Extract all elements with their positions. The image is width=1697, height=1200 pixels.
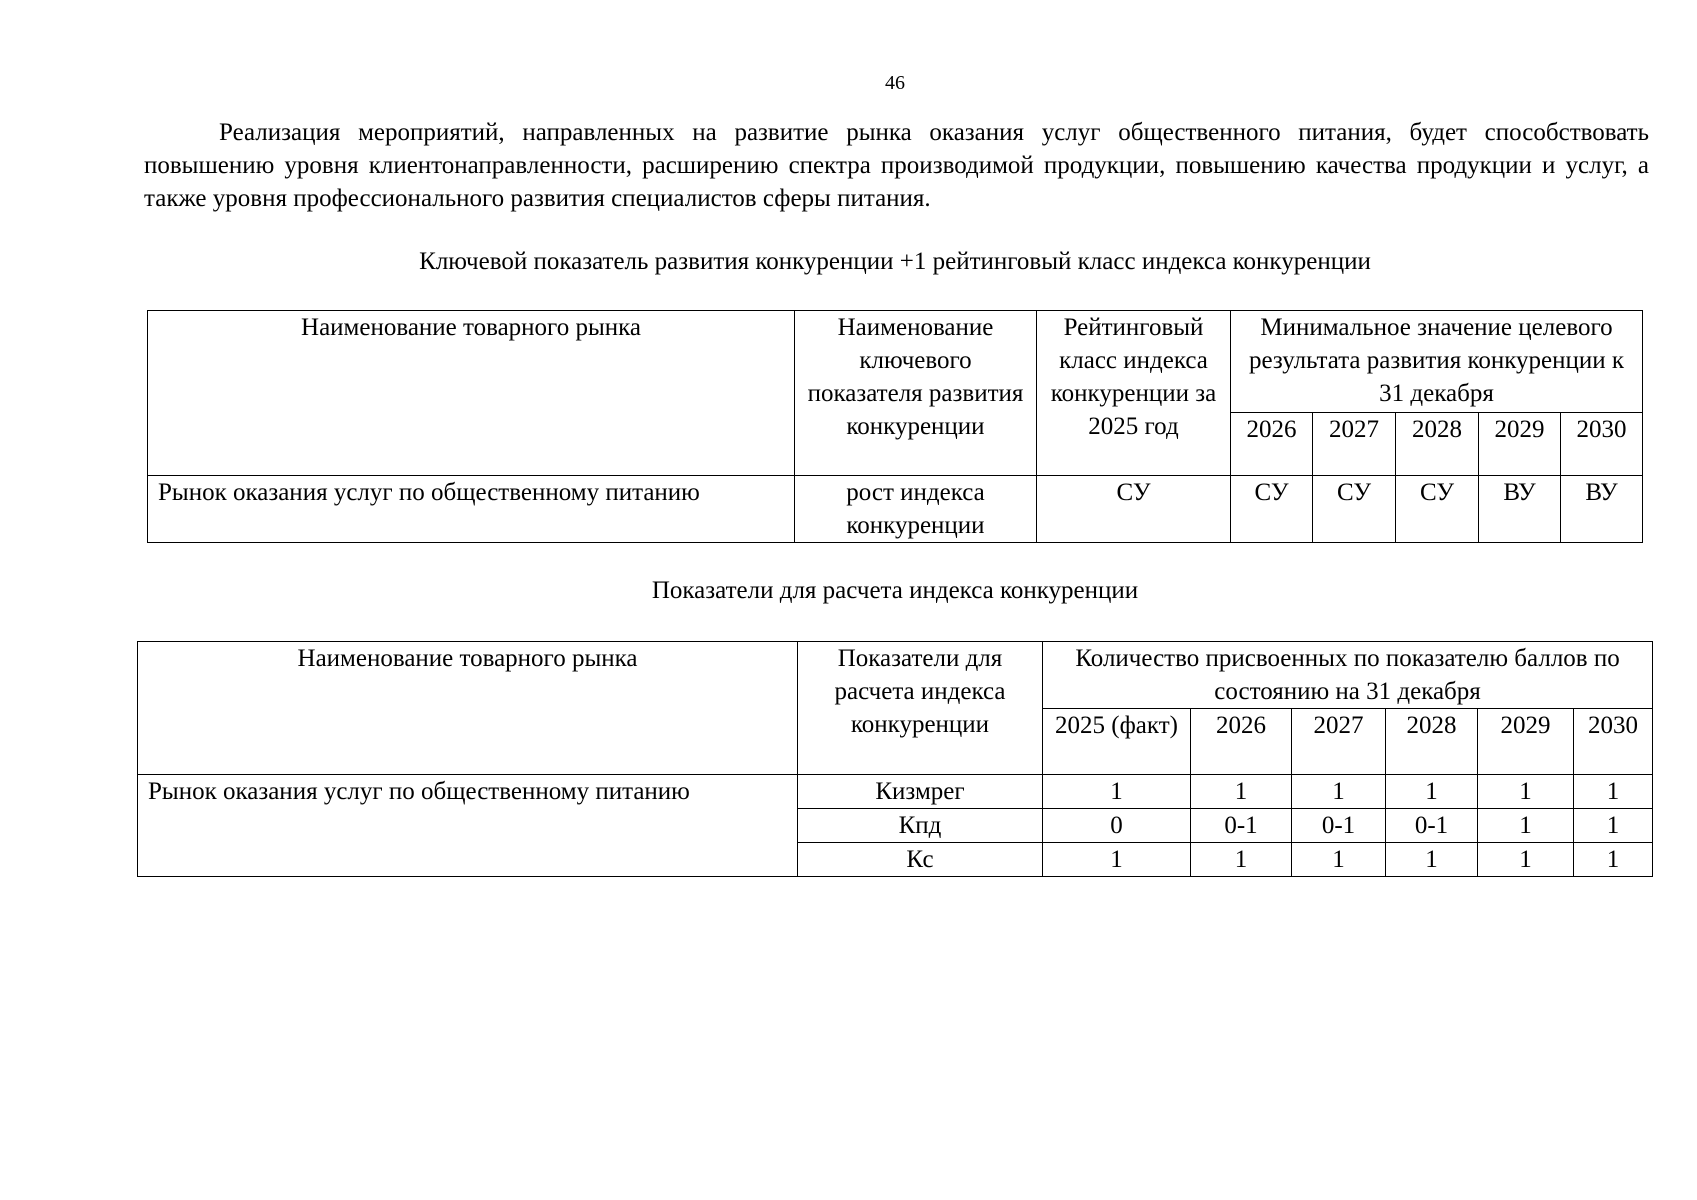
value-cell: 0-1 xyxy=(1292,809,1386,843)
calc-indicators-caption: Показатели для расчета индекса конкуренции xyxy=(651,577,1139,604)
market-name-cell: Рынок оказания услуг по общественному питанию xyxy=(138,775,798,877)
value-cell: 1 xyxy=(1386,843,1478,877)
header-year: 2030 xyxy=(1574,709,1653,775)
value-cell: ВУ xyxy=(1479,476,1561,543)
header-market: Наименование товарного рынка xyxy=(148,311,795,476)
value-cell: 1 xyxy=(1386,775,1478,809)
value-cell: 1 xyxy=(1043,775,1191,809)
value-cell: 1 xyxy=(1478,809,1574,843)
value-cell: 1 xyxy=(1191,775,1292,809)
value-cell: СУ xyxy=(1396,476,1479,543)
header-year: 2028 xyxy=(1386,709,1478,775)
value-cell: 1 xyxy=(1574,775,1653,809)
header-points: Количество присвоенных по показателю баллов по состоянию на 31 декабря xyxy=(1043,642,1653,709)
header-market: Наименование товарного рынка xyxy=(138,642,798,775)
intro-paragraph: Реализация мероприятий, направленных на развитие рынка оказания услуг общественного питания, будет способствовать повышению уровня клиентонаправленности, расширению спектра производимой продукции, повышению качества продукции и услуг, а также уровня профессионального развития специалистов сферы питания. xyxy=(144,119,1649,212)
value-cell: 1 xyxy=(1574,809,1653,843)
header-calc-indicators: Показатели для расчета индекса конкуренции xyxy=(798,642,1043,775)
header-rating-class: Рейтинговый класс индекса конкуренции за 2025 год xyxy=(1037,311,1231,476)
value-cell: СУ xyxy=(1231,476,1313,543)
header-year: 2027 xyxy=(1292,709,1386,775)
value-cell: 1 xyxy=(1574,843,1653,877)
value-cell: 1 xyxy=(1478,843,1574,877)
header-key-indicator: Наименование ключевого показателя развития конкуренции xyxy=(795,311,1037,476)
value-cell: 0-1 xyxy=(1386,809,1478,843)
header-year: 2027 xyxy=(1313,412,1396,475)
value-cell: СУ xyxy=(1313,476,1396,543)
value-cell: 1 xyxy=(1043,843,1191,877)
indicator-cell: Кс xyxy=(798,843,1043,877)
key-indicator-table xyxy=(147,310,1643,543)
key-indicator-cell: рост индекса конкуренции xyxy=(795,476,1037,543)
header-year: 2030 xyxy=(1561,412,1643,475)
header-year: 2029 xyxy=(1479,412,1561,475)
calc-indicators-table xyxy=(137,641,1653,877)
value-cell: 1 xyxy=(1191,843,1292,877)
indicator-cell: Кизмрег xyxy=(798,775,1043,809)
header-min-value: Минимальное значение целевого результата развития конкуренции к 31 декабря xyxy=(1231,311,1643,413)
value-cell: 1 xyxy=(1478,775,1574,809)
table-row xyxy=(148,476,1643,543)
table-row xyxy=(138,775,1653,809)
value-cell: 1 xyxy=(1292,843,1386,877)
header-year: 2025 (факт) xyxy=(1043,709,1191,775)
key-indicator-caption: Ключевой показатель развития конкуренции +1 рейтинговый класс индекса конкуренции xyxy=(419,248,1371,275)
header-year: 2029 xyxy=(1478,709,1574,775)
indicator-cell: Кпд xyxy=(798,809,1043,843)
page-number: 46 xyxy=(885,72,905,94)
value-cell: 0-1 xyxy=(1191,809,1292,843)
header-year: 2026 xyxy=(1231,412,1313,475)
value-cell: ВУ xyxy=(1561,476,1643,543)
header-year: 2028 xyxy=(1396,412,1479,475)
value-cell: 0 xyxy=(1043,809,1191,843)
value-cell: 1 xyxy=(1292,775,1386,809)
header-year: 2026 xyxy=(1191,709,1292,775)
market-name-cell: Рынок оказания услуг по общественному питанию xyxy=(148,476,795,543)
rating-class-cell: СУ xyxy=(1037,476,1231,543)
